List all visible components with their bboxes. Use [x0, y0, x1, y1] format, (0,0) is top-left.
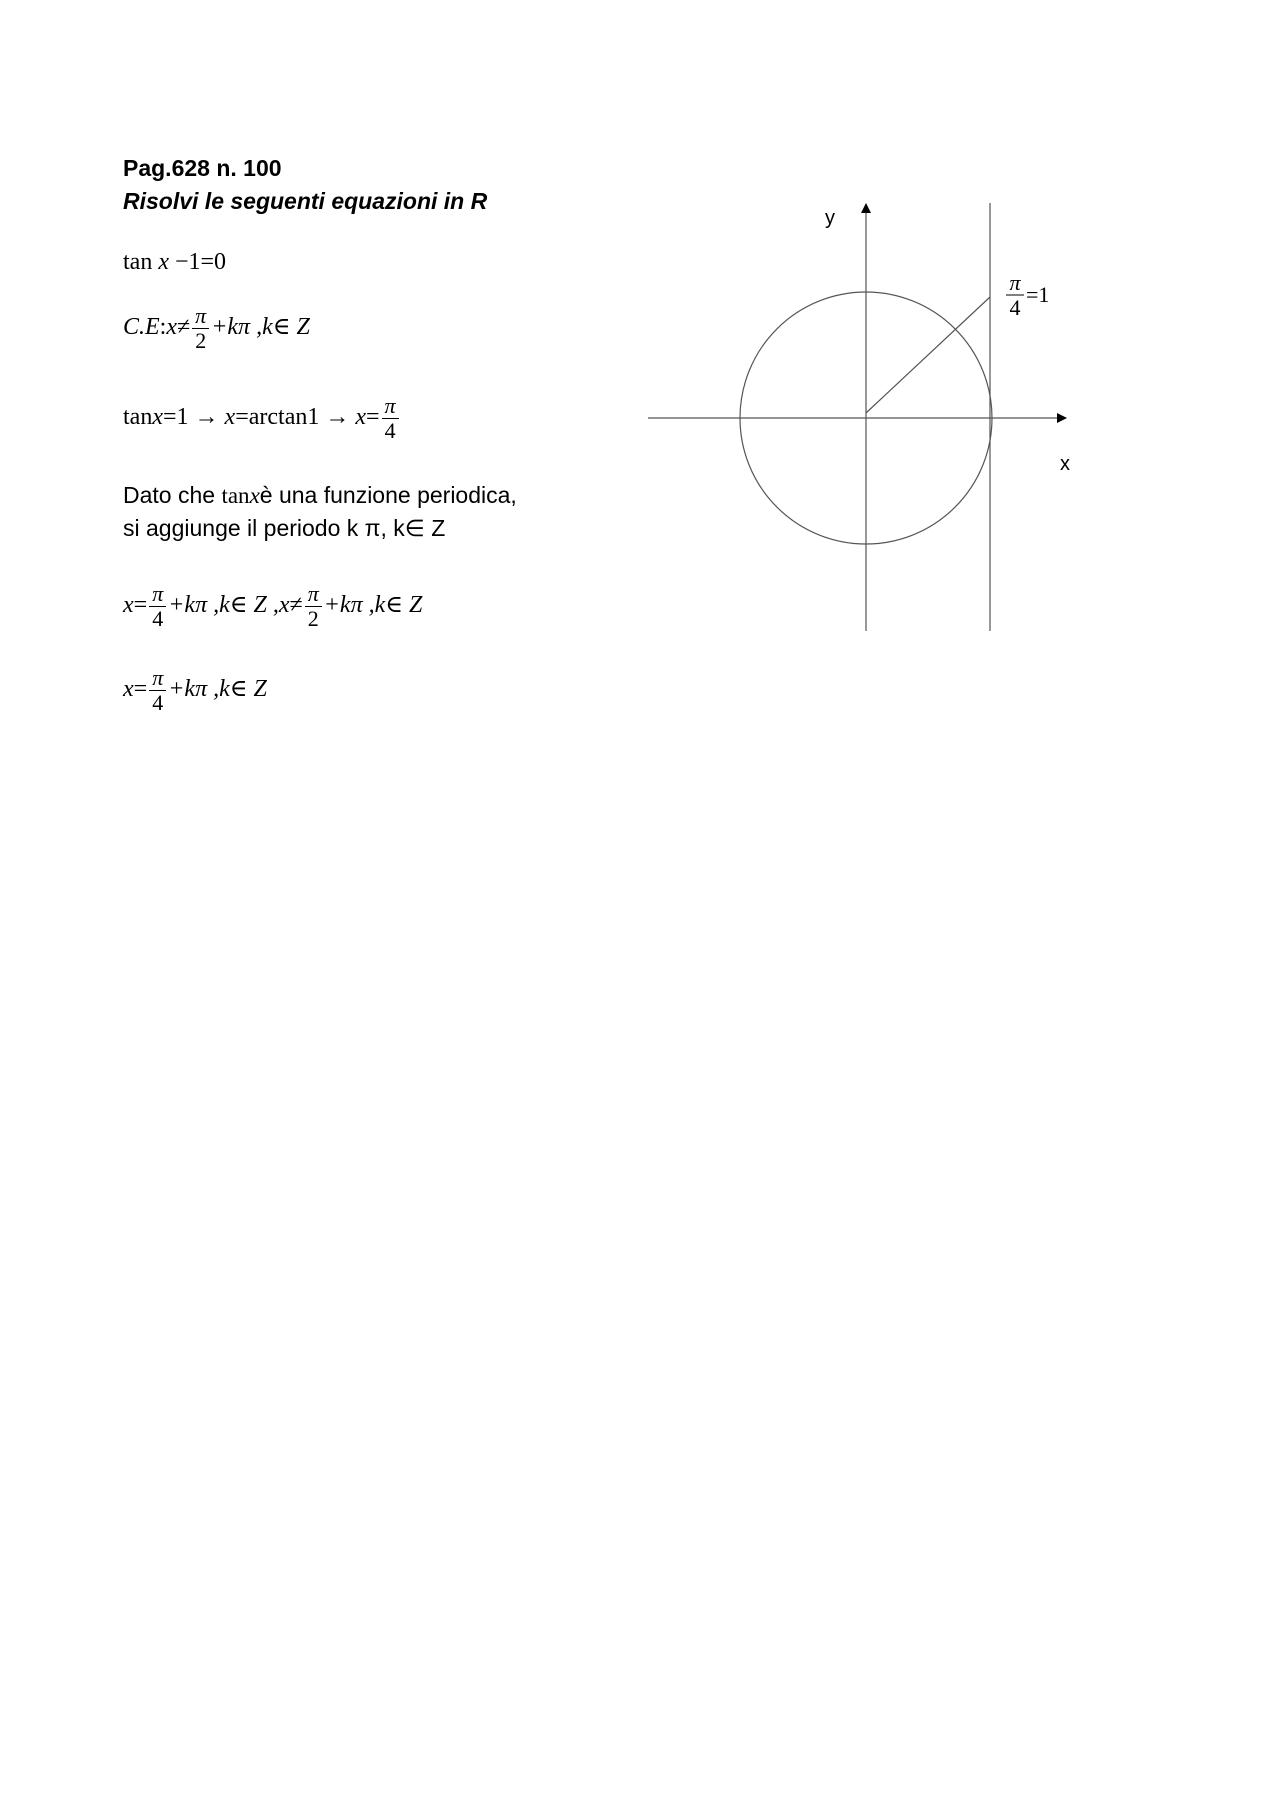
ce-prefix: C.E [123, 314, 160, 341]
final-solution [123, 667, 267, 714]
y-axis-label: y [825, 207, 835, 229]
domain-mid: +kπ ,k∈ Z , [168, 592, 279, 619]
ce-colon: : [159, 314, 167, 341]
tangent-fraction-numerator: π [1009, 270, 1021, 295]
final-eq: = [133, 676, 148, 703]
final-fraction-denominator: 4 [152, 690, 164, 715]
domain-fraction-2-numerator: π [305, 583, 322, 607]
domain-neq: ≠ [289, 592, 303, 619]
domain-fraction-2 [305, 583, 322, 630]
tangent-fraction-denominator: 4 [1009, 295, 1021, 320]
step-fraction [382, 395, 399, 442]
domain-fraction-1-denominator: 4 [152, 606, 164, 631]
note-tan: tan [221, 483, 250, 508]
final-var: x [123, 676, 134, 703]
domain-end: +kπ ,k∈ Z [323, 592, 423, 619]
equation-rest: −1=0 [174, 249, 227, 275]
ce-neq: ≠ [177, 314, 191, 341]
tan-function: tan [123, 249, 153, 275]
step-tan: tan [123, 404, 153, 431]
tangent-value: =1 [1026, 282, 1050, 307]
existence-condition [123, 305, 310, 352]
note-line-1 [123, 479, 517, 512]
ce-fraction [192, 305, 209, 352]
exercise-instruction: Risolvi le seguenti equazioni in R [123, 188, 488, 214]
ce-fraction-numerator: π [192, 305, 209, 329]
solution-step [123, 395, 401, 442]
note-line-1-end: è una funzione periodica, [259, 482, 517, 508]
domain-eq: = [133, 592, 148, 619]
step-fraction-numerator: π [382, 395, 399, 419]
domain-fraction-1 [149, 583, 166, 630]
final-fraction [149, 667, 166, 714]
step-arctan: =arctan1 → [235, 404, 356, 431]
domain-fraction-2-denominator: 2 [307, 606, 319, 631]
note-line-2: si aggiunge il periodo k π, k∈ Z [123, 515, 446, 541]
page-title: Pag.628 n. 100 [123, 155, 282, 181]
step-var3: x [355, 404, 366, 431]
ce-fraction-denominator: 2 [195, 328, 207, 353]
note-var: x [249, 483, 260, 508]
final-end: +kπ ,k∈ Z [168, 676, 267, 703]
note-line-1-start: Dato che [123, 482, 222, 508]
domain-var1: x [123, 592, 134, 619]
final-fraction-numerator: π [149, 667, 166, 691]
variable-x: x [158, 249, 169, 275]
domain-var2: x [278, 592, 290, 619]
ce-variable: x [166, 314, 177, 341]
unit-circle-diagram [640, 195, 1080, 645]
periodicity-note [123, 479, 517, 545]
step-eq2: = [366, 404, 380, 431]
equation [123, 249, 226, 276]
angle-ray [866, 297, 990, 413]
domain-fraction-1-numerator: π [149, 583, 166, 607]
solution-with-condition [123, 583, 422, 630]
step-var1: x [152, 404, 163, 431]
step-var2: x [224, 404, 236, 431]
x-axis-label: x [1060, 453, 1070, 475]
ce-rest: +kπ ,k∈ Z [211, 314, 310, 341]
step-fraction-denominator: 4 [384, 418, 396, 443]
step-eq1: =1 → [162, 404, 225, 431]
